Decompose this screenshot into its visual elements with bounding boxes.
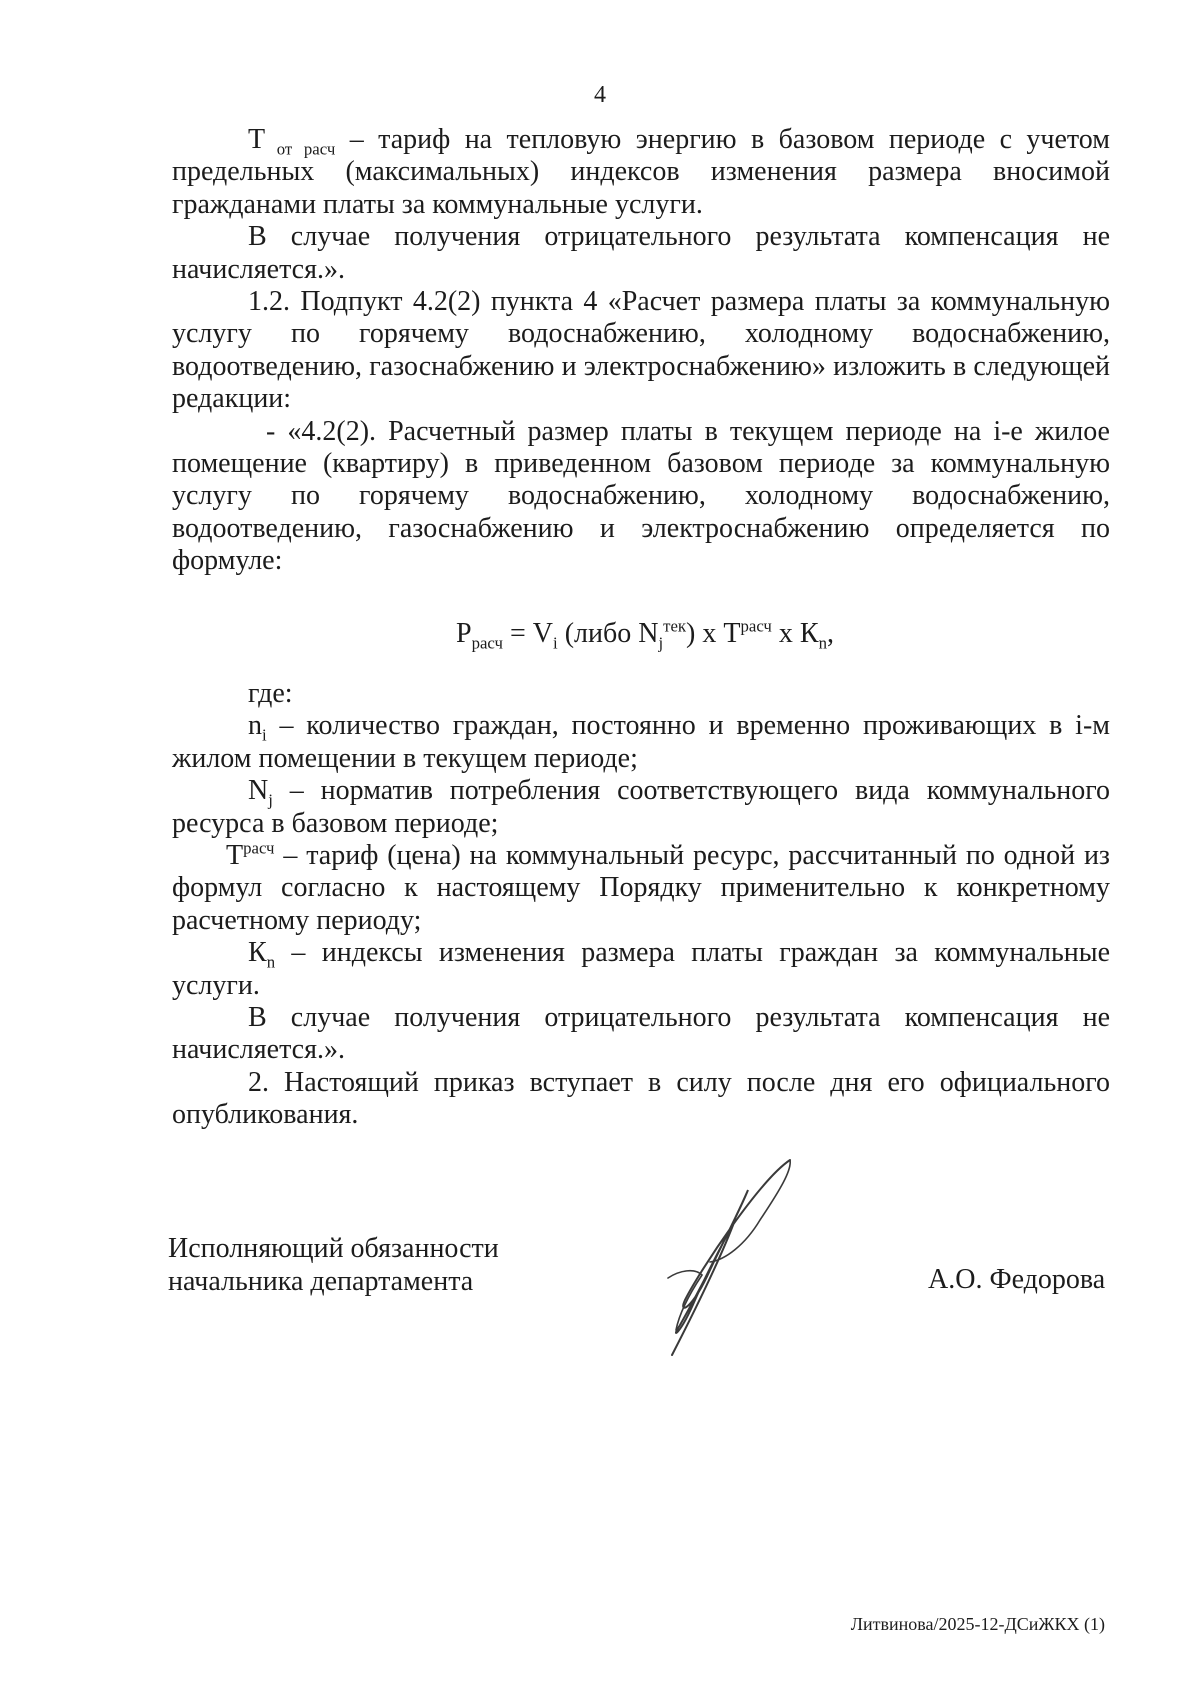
ni-subscript: i: [262, 726, 267, 745]
formula-n-sup: тек: [663, 616, 687, 636]
nj-text: – норматив потребления соответствующего вида коммунального ресурса в базовом периоде;: [172, 775, 1110, 839]
formula-end: ,: [826, 618, 834, 649]
negative-result-note-1: В случае получения отрицательного результата компенсация не начисляется.».: [172, 221, 1110, 285]
payment-formula: [0, 616, 1200, 653]
where-label: где:: [248, 678, 293, 709]
tariff-subscript: от расч: [265, 139, 336, 159]
ni-symbol: n: [248, 710, 262, 742]
tariff-text: – тариф на тепловую энергию в базовом периоде с учетом предельных (максимальных) индексов изменения размера вносимой гражданами платы за коммунальные услуги.: [172, 124, 1110, 220]
nj-subscript: j: [268, 790, 273, 810]
formula-x1: ) x Т: [686, 618, 741, 649]
ni-text: – количество граждан, постоянно и временно проживающих в i-м жилом помещении в текущем периоде;: [172, 710, 1110, 774]
formula-t-sup: расч: [740, 616, 772, 636]
signatory-title-line-1: Исполняющий обязанности: [168, 1233, 499, 1264]
t-symbol: Т: [226, 840, 244, 872]
formula-x2: x К: [771, 618, 819, 649]
item-2: 2. Настоящий приказ вступает в силу после дня его официального опубликования.: [172, 1066, 1110, 1131]
definition-nj: [172, 775, 1110, 840]
k-text: – индексы изменения размера платы граждан за коммунальные услуги.: [172, 937, 1110, 1001]
t-superscript: расч: [243, 838, 275, 858]
page-number: 4: [594, 82, 606, 108]
formula-p-sub: расч: [471, 633, 503, 653]
k-subscript: n: [266, 952, 276, 972]
signatory-name: А.О. Федорова: [928, 1264, 1106, 1295]
item-1-2: 1.2. Подпукт 4.2(2) пункта 4 «Расчет размера платы за коммунальную услугу по горячему водоснабжению, холодному водоснабжению, водоотведению, газоснабжению и электроснабжению» изложить в следующей редакции:: [172, 286, 1110, 415]
formula-mid: (либо N: [557, 618, 659, 649]
definition-ni: [172, 710, 1110, 775]
negative-result-note-2: В случае получения отрицательного результата компенсация не начисляется.».: [172, 1002, 1110, 1066]
definition-t: [172, 840, 1110, 937]
formula-p: Р: [456, 618, 472, 649]
item-4-2-2: - «4.2(2). Расчетный размер платы в текущем периоде на i-е жилое помещение (квартиру) в приведенном базовом периоде за коммунальную услугу по горячему водоснабжению, холодному водоснабжению, водоотведению, газоснабжению и электроснабжению определяется по формуле:: [172, 415, 1110, 577]
signatory-title-line-2: начальника департамента: [168, 1266, 474, 1297]
t-text: – тариф (цена) на коммунальный ресурс, рассчитанный по одной из формул согласно к настоящему Порядку применительно к конкретному расчетному периоду;: [172, 840, 1110, 936]
signatory-title: [168, 1232, 499, 1298]
handwritten-signature: [640, 1150, 800, 1360]
k-symbol: К: [248, 937, 267, 969]
definition-k: [172, 937, 1110, 1002]
footer-reference: Литвинова/2025-12-ДСиЖКХ (1): [850, 1614, 1105, 1634]
tariff-definition: [172, 124, 1110, 221]
tariff-symbol: Т: [248, 124, 266, 155]
nj-symbol: N: [248, 775, 269, 807]
formula-k-sub: n: [818, 633, 827, 653]
body-text-lower: [172, 678, 1110, 1132]
formula-eq: = V: [503, 618, 554, 649]
body-text-upper: [172, 124, 1110, 578]
formula-v-sub: i: [553, 633, 558, 653]
formula-n-sub: j: [658, 633, 664, 653]
